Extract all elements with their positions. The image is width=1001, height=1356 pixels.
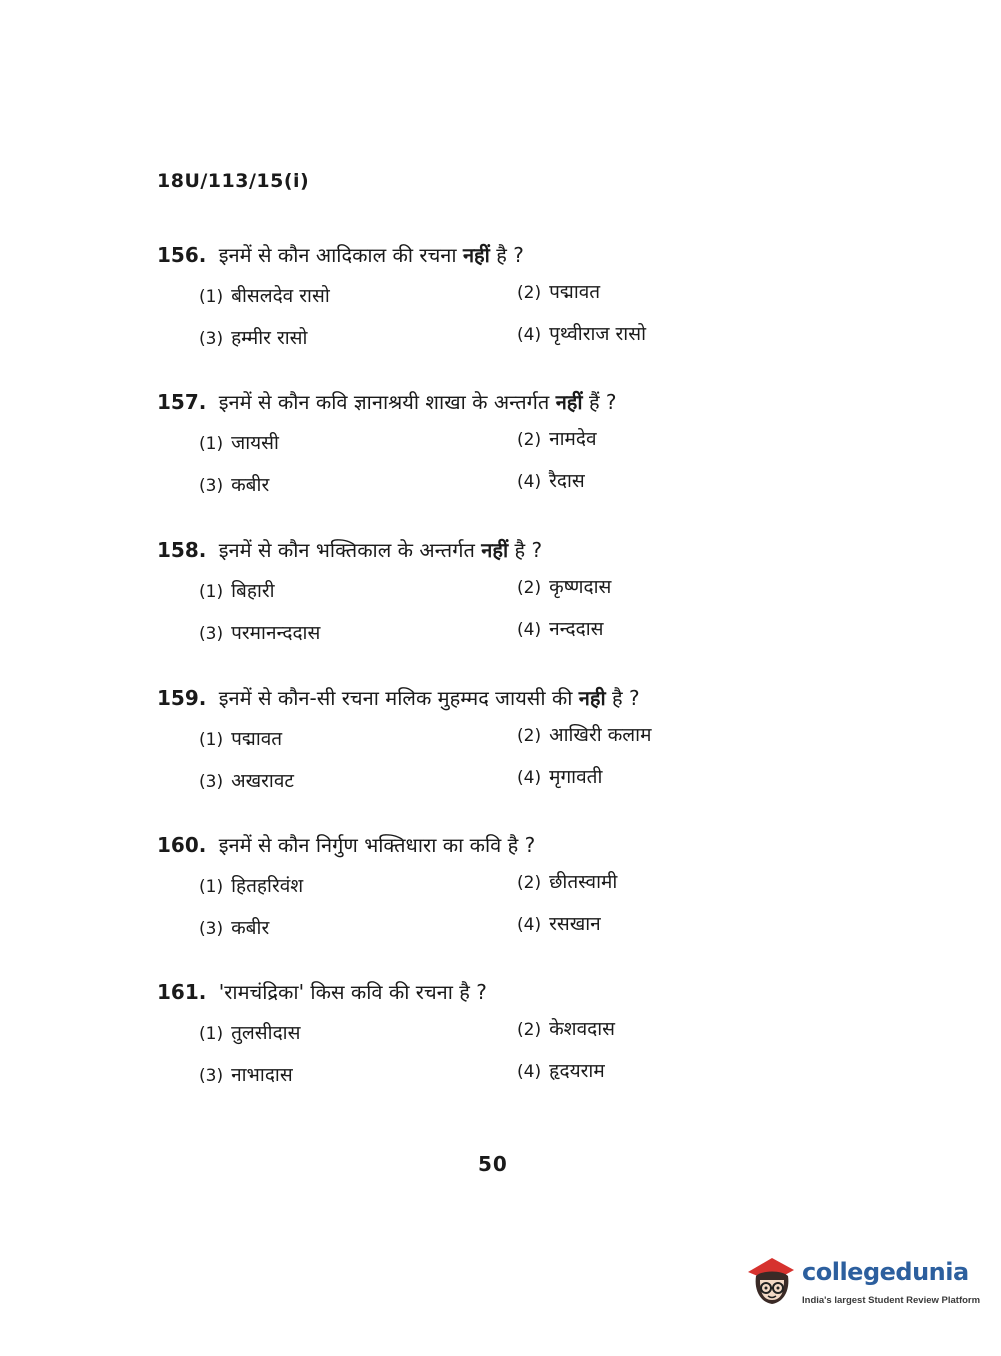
question-text [157,387,877,417]
question-text [157,535,877,565]
question-emphasis: नहीं [555,390,583,414]
collegedunia-logo [742,1250,981,1312]
option-2: (2) आखिरी कलाम [517,724,652,746]
question-number: 159. [157,686,207,710]
option-3: (3) कबीर [199,917,270,939]
option-1: (1) तुलसीदास [199,1022,301,1044]
option-4: (4) पृथ्वीराज रासो [517,323,646,345]
option-4: (4) हृदयराम [517,1060,605,1082]
question-158 [157,535,877,657]
options [157,719,877,805]
question-stem: इनमें से कौन निर्गुण भक्तिधारा का कवि है ? [218,833,536,857]
question-160 [157,830,877,952]
options [157,866,877,952]
option-4: (4) नन्ददास [517,618,604,640]
question-156 [157,240,877,362]
options [157,276,877,362]
question-stem: इनमें से कौन-सी रचना मलिक मुहम्मद जायसी की [218,686,573,710]
option-4: (4) मृगावती [517,766,603,788]
question-stem: इनमें से कौन भक्तिकाल के अन्तर्गत [218,538,475,562]
option-3: (3) हम्मीर रासो [199,327,308,349]
student-mascot-icon [742,1250,800,1312]
option-1: (1) पद्मावत [199,728,283,750]
option-1: (1) बीसलदेव रासो [199,285,330,307]
question-157 [157,387,877,509]
question-end: हैं ? [588,390,617,414]
question-number: 156. [157,243,207,267]
option-3: (3) नाभादास [199,1064,293,1086]
question-text [157,683,877,713]
option-2: (2) कृष्णदास [517,576,612,598]
option-2: (2) पद्मावत [517,281,601,303]
logo-wordmark: collegedunia [802,1258,969,1286]
question-emphasis: नहीं [462,243,490,267]
option-4: (4) रैदास [517,470,585,492]
question-number: 161. [157,980,207,1004]
question-number: 157. [157,390,207,414]
paper-code: 18U/113/15(i) [157,170,310,192]
question-emphasis: नही [578,686,606,710]
question-text [157,830,877,860]
option-2: (2) नामदेव [517,428,597,450]
question-text [157,977,877,1007]
question-text [157,240,877,270]
option-3: (3) परमानन्ददास [199,622,321,644]
option-1: (1) हितहरिवंश [199,875,304,897]
option-4: (4) रसखान [517,913,601,935]
options [157,423,877,509]
question-stem: इनमें से कौन कवि ज्ञानाश्रयी शाखा के अन्तर्गत [218,390,550,414]
question-161 [157,977,877,1099]
option-2: (2) केशवदास [517,1018,616,1040]
option-1: (1) बिहारी [199,580,275,602]
question-end: है ? [496,243,524,267]
option-2: (2) छीतस्वामी [517,871,618,893]
question-stem: 'रामचंद्रिका' किस कवि की रचना है ? [218,980,487,1004]
options [157,571,877,657]
option-3: (3) अखरावट [199,770,294,792]
option-1: (1) जायसी [199,432,279,454]
question-number: 160. [157,833,207,857]
question-end: है ? [514,538,543,562]
page-number: 50 [478,1152,508,1176]
options [157,1013,877,1099]
question-159 [157,683,877,805]
logo-tagline: India's largest Student Review Platform [802,1295,981,1306]
question-stem: इनमें से कौन आदिकाल की रचना [218,243,457,267]
option-3: (3) कबीर [199,474,270,496]
question-emphasis: नहीं [481,538,509,562]
question-number: 158. [157,538,207,562]
question-end: है ? [612,686,640,710]
